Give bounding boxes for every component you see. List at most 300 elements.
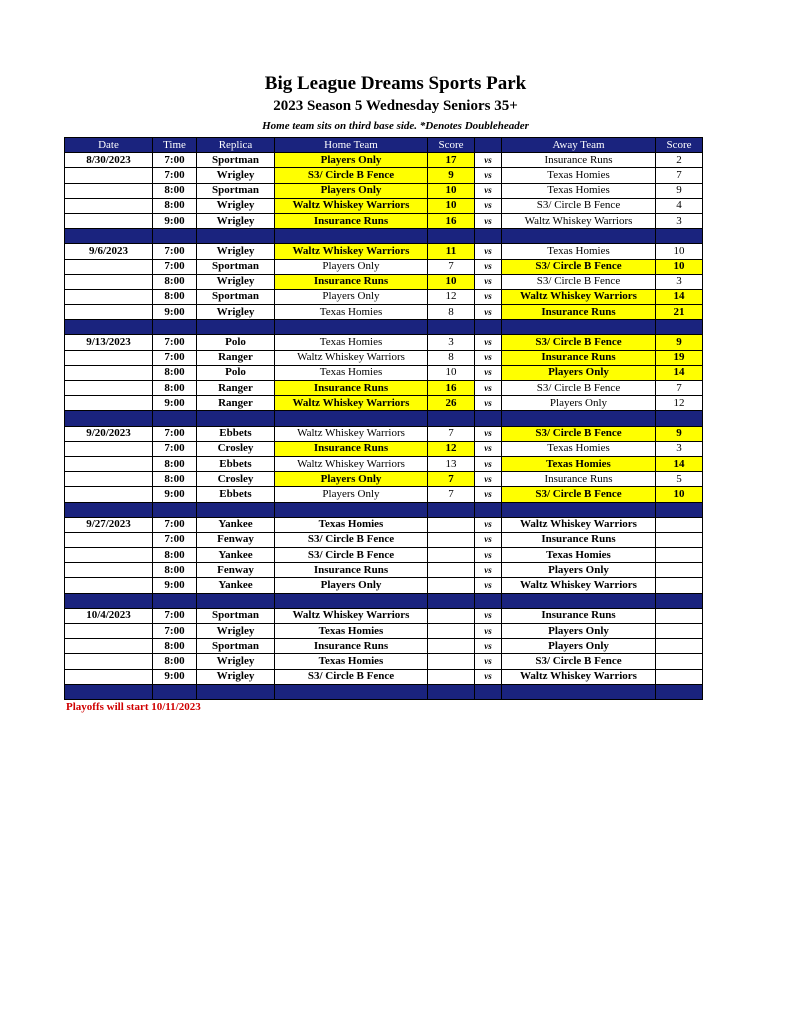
date-cell <box>65 639 153 654</box>
away-score-cell <box>656 608 703 623</box>
col-header-time: Time <box>153 138 197 153</box>
separator-cell <box>65 593 153 608</box>
field-cell: Ranger <box>197 350 275 365</box>
vs-cell: vs <box>475 669 502 684</box>
home-team-cell: Insurance Runs <box>275 563 428 578</box>
field-cell: Wrigley <box>197 654 275 669</box>
table-row <box>65 198 703 213</box>
date-cell <box>65 396 153 411</box>
away-score-cell <box>656 517 703 532</box>
separator-cell <box>275 684 428 699</box>
table-row <box>65 335 703 350</box>
home-score-cell: 7 <box>428 487 475 502</box>
separator-cell <box>656 411 703 426</box>
separator-cell <box>428 411 475 426</box>
away-score-cell: 2 <box>656 153 703 168</box>
date-cell: 9/13/2023 <box>65 335 153 350</box>
home-team-cell: Players Only <box>275 472 428 487</box>
date-cell: 10/4/2023 <box>65 608 153 623</box>
table-row <box>65 639 703 654</box>
vs-cell: vs <box>475 563 502 578</box>
date-cell <box>65 669 153 684</box>
field-cell: Sportman <box>197 639 275 654</box>
time-cell: 7:00 <box>153 244 197 259</box>
separator-cell <box>656 684 703 699</box>
away-score-cell: 4 <box>656 198 703 213</box>
schedule-body <box>65 153 703 700</box>
home-team-cell: Players Only <box>275 183 428 198</box>
home-score-cell: 3 <box>428 335 475 350</box>
date-cell: 8/30/2023 <box>65 153 153 168</box>
date-cell <box>65 548 153 563</box>
away-team-cell: Insurance Runs <box>502 532 656 547</box>
separator-cell <box>275 320 428 335</box>
home-team-cell: S3/ Circle B Fence <box>275 548 428 563</box>
time-cell: 9:00 <box>153 305 197 320</box>
separator-cell <box>197 229 275 244</box>
home-team-cell: Texas Homies <box>275 335 428 350</box>
home-score-cell: 8 <box>428 305 475 320</box>
away-score-cell: 14 <box>656 289 703 304</box>
home-team-cell: Insurance Runs <box>275 639 428 654</box>
time-cell: 7:00 <box>153 624 197 639</box>
date-cell <box>65 289 153 304</box>
away-team-cell: Insurance Runs <box>502 472 656 487</box>
home-team-cell: Waltz Whiskey Warriors <box>275 608 428 623</box>
vs-cell: vs <box>475 153 502 168</box>
vs-cell: vs <box>475 305 502 320</box>
field-cell: Wrigley <box>197 669 275 684</box>
away-team-cell: Players Only <box>502 396 656 411</box>
separator-cell <box>65 229 153 244</box>
separator-cell <box>153 502 197 517</box>
time-cell: 7:00 <box>153 168 197 183</box>
field-cell: Sportman <box>197 183 275 198</box>
away-team-cell: Waltz Whiskey Warriors <box>502 289 656 304</box>
table-row <box>65 441 703 456</box>
time-cell: 9:00 <box>153 578 197 593</box>
home-team-cell: Waltz Whiskey Warriors <box>275 350 428 365</box>
table-row <box>65 578 703 593</box>
separator-cell <box>656 229 703 244</box>
table-row <box>65 608 703 623</box>
separator-cell <box>275 229 428 244</box>
separator-cell <box>502 502 656 517</box>
home-team-cell: S3/ Circle B Fence <box>275 532 428 547</box>
away-team-cell: Texas Homies <box>502 168 656 183</box>
vs-cell: vs <box>475 198 502 213</box>
away-team-cell: Players Only <box>502 624 656 639</box>
date-cell: 9/27/2023 <box>65 517 153 532</box>
date-cell <box>65 381 153 396</box>
home-score-cell: 17 <box>428 153 475 168</box>
vs-cell: vs <box>475 654 502 669</box>
table-row <box>65 213 703 228</box>
time-cell: 8:00 <box>153 198 197 213</box>
date-cell: 9/20/2023 <box>65 426 153 441</box>
home-team-cell: Texas Homies <box>275 305 428 320</box>
schedule-note: Home team sits on third base side. *Denotes Doubleheader <box>262 120 529 132</box>
home-team-cell: Texas Homies <box>275 517 428 532</box>
away-score-cell: 3 <box>656 441 703 456</box>
col-header-away-team: Away Team <box>502 138 656 153</box>
away-team-cell: Texas Homies <box>502 441 656 456</box>
field-cell: Polo <box>197 365 275 380</box>
date-cell <box>65 578 153 593</box>
vs-cell: vs <box>475 350 502 365</box>
vs-cell: vs <box>475 168 502 183</box>
separator-cell <box>428 320 475 335</box>
table-row <box>65 244 703 259</box>
table-header-row <box>65 138 703 153</box>
vs-cell: vs <box>475 335 502 350</box>
vs-cell: vs <box>475 365 502 380</box>
separator-cell <box>475 411 502 426</box>
home-score-cell <box>428 654 475 669</box>
field-cell: Wrigley <box>197 213 275 228</box>
separator-cell <box>475 229 502 244</box>
away-team-cell: Insurance Runs <box>502 608 656 623</box>
away-team-cell: Waltz Whiskey Warriors <box>502 517 656 532</box>
separator-cell <box>197 502 275 517</box>
date-cell <box>65 274 153 289</box>
separator-cell <box>275 593 428 608</box>
date-cell <box>65 532 153 547</box>
table-row <box>65 563 703 578</box>
away-team-cell: S3/ Circle B Fence <box>502 487 656 502</box>
separator-cell <box>275 502 428 517</box>
time-cell: 7:00 <box>153 335 197 350</box>
vs-cell: vs <box>475 578 502 593</box>
home-score-cell <box>428 563 475 578</box>
date-cell <box>65 563 153 578</box>
away-team-cell: Texas Homies <box>502 244 656 259</box>
date-cell <box>65 259 153 274</box>
separator-cell <box>153 411 197 426</box>
time-cell: 7:00 <box>153 426 197 441</box>
time-cell: 8:00 <box>153 472 197 487</box>
away-score-cell: 10 <box>656 244 703 259</box>
separator-cell <box>275 411 428 426</box>
away-score-cell <box>656 654 703 669</box>
away-score-cell: 10 <box>656 487 703 502</box>
table-row <box>65 183 703 198</box>
field-cell: Fenway <box>197 532 275 547</box>
separator-cell <box>428 593 475 608</box>
away-score-cell: 14 <box>656 365 703 380</box>
date-cell <box>65 654 153 669</box>
week-separator-row <box>65 684 703 699</box>
away-score-cell: 7 <box>656 381 703 396</box>
time-cell: 8:00 <box>153 289 197 304</box>
field-cell: Yankee <box>197 548 275 563</box>
away-score-cell: 9 <box>656 335 703 350</box>
home-team-cell: Texas Homies <box>275 624 428 639</box>
vs-cell: vs <box>475 183 502 198</box>
away-score-cell <box>656 669 703 684</box>
field-cell: Ranger <box>197 381 275 396</box>
separator-cell <box>656 320 703 335</box>
time-cell: 8:00 <box>153 654 197 669</box>
home-score-cell: 10 <box>428 274 475 289</box>
away-score-cell: 3 <box>656 274 703 289</box>
table-row <box>65 289 703 304</box>
vs-cell: vs <box>475 381 502 396</box>
home-score-cell: 10 <box>428 198 475 213</box>
date-cell <box>65 305 153 320</box>
date-cell: 9/6/2023 <box>65 244 153 259</box>
home-score-cell: 16 <box>428 213 475 228</box>
separator-cell <box>197 684 275 699</box>
home-score-cell <box>428 578 475 593</box>
separator-cell <box>153 320 197 335</box>
table-row <box>65 168 703 183</box>
home-team-cell: Waltz Whiskey Warriors <box>275 456 428 471</box>
away-score-cell: 5 <box>656 472 703 487</box>
vs-cell: vs <box>475 274 502 289</box>
field-cell: Wrigley <box>197 305 275 320</box>
home-team-cell: Players Only <box>275 259 428 274</box>
away-score-cell <box>656 624 703 639</box>
home-team-cell: Waltz Whiskey Warriors <box>275 198 428 213</box>
separator-cell <box>153 684 197 699</box>
away-team-cell: Insurance Runs <box>502 350 656 365</box>
home-team-cell: Players Only <box>275 289 428 304</box>
field-cell: Crosley <box>197 472 275 487</box>
field-cell: Wrigley <box>197 198 275 213</box>
home-team-cell: Texas Homies <box>275 654 428 669</box>
separator-cell <box>153 593 197 608</box>
table-row <box>65 624 703 639</box>
week-separator-row <box>65 502 703 517</box>
home-team-cell: Waltz Whiskey Warriors <box>275 426 428 441</box>
home-team-cell: Players Only <box>275 153 428 168</box>
time-cell: 7:00 <box>153 608 197 623</box>
playoffs-note: Playoffs will start 10/11/2023 <box>66 701 201 713</box>
separator-cell <box>475 320 502 335</box>
away-score-cell: 3 <box>656 213 703 228</box>
home-score-cell: 12 <box>428 289 475 304</box>
home-team-cell: Waltz Whiskey Warriors <box>275 396 428 411</box>
away-score-cell: 14 <box>656 456 703 471</box>
time-cell: 8:00 <box>153 563 197 578</box>
vs-cell: vs <box>475 441 502 456</box>
away-score-cell: 10 <box>656 259 703 274</box>
home-score-cell <box>428 532 475 547</box>
away-team-cell: Players Only <box>502 563 656 578</box>
vs-cell: vs <box>475 259 502 274</box>
separator-cell <box>197 593 275 608</box>
table-row <box>65 517 703 532</box>
time-cell: 8:00 <box>153 183 197 198</box>
col-header-home-team: Home Team <box>275 138 428 153</box>
away-team-cell: Players Only <box>502 639 656 654</box>
separator-cell <box>502 684 656 699</box>
field-cell: Yankee <box>197 517 275 532</box>
away-team-cell: S3/ Circle B Fence <box>502 381 656 396</box>
date-cell <box>65 472 153 487</box>
field-cell: Sportman <box>197 259 275 274</box>
date-cell <box>65 441 153 456</box>
away-team-cell: Waltz Whiskey Warriors <box>502 669 656 684</box>
away-team-cell: Waltz Whiskey Warriors <box>502 578 656 593</box>
home-team-cell: Insurance Runs <box>275 274 428 289</box>
separator-cell <box>428 229 475 244</box>
home-score-cell <box>428 669 475 684</box>
vs-cell: vs <box>475 548 502 563</box>
field-cell: Yankee <box>197 578 275 593</box>
time-cell: 8:00 <box>153 456 197 471</box>
table-row <box>65 532 703 547</box>
week-separator-row <box>65 320 703 335</box>
separator-cell <box>65 320 153 335</box>
time-cell: 8:00 <box>153 639 197 654</box>
date-cell <box>65 168 153 183</box>
away-score-cell: 12 <box>656 396 703 411</box>
separator-cell <box>502 229 656 244</box>
away-team-cell: Waltz Whiskey Warriors <box>502 213 656 228</box>
time-cell: 7:00 <box>153 517 197 532</box>
away-score-cell: 7 <box>656 168 703 183</box>
week-separator-row <box>65 229 703 244</box>
table-row <box>65 487 703 502</box>
home-score-cell: 26 <box>428 396 475 411</box>
time-cell: 7:00 <box>153 153 197 168</box>
field-cell: Wrigley <box>197 244 275 259</box>
away-team-cell: Insurance Runs <box>502 305 656 320</box>
date-cell <box>65 350 153 365</box>
field-cell: Wrigley <box>197 168 275 183</box>
separator-cell <box>153 229 197 244</box>
home-team-cell: S3/ Circle B Fence <box>275 669 428 684</box>
home-score-cell: 7 <box>428 259 475 274</box>
away-team-cell: S3/ Circle B Fence <box>502 654 656 669</box>
away-score-cell: 21 <box>656 305 703 320</box>
separator-cell <box>65 502 153 517</box>
home-score-cell <box>428 548 475 563</box>
time-cell: 9:00 <box>153 213 197 228</box>
vs-cell: vs <box>475 396 502 411</box>
page-subtitle: 2023 Season 5 Wednesday Seniors 35+ <box>273 98 518 114</box>
away-score-cell <box>656 639 703 654</box>
table-row <box>65 259 703 274</box>
separator-cell <box>475 502 502 517</box>
away-team-cell: S3/ Circle B Fence <box>502 198 656 213</box>
away-team-cell: Texas Homies <box>502 456 656 471</box>
time-cell: 7:00 <box>153 532 197 547</box>
time-cell: 8:00 <box>153 381 197 396</box>
vs-cell: vs <box>475 244 502 259</box>
schedule-table <box>64 137 703 700</box>
home-score-cell: 11 <box>428 244 475 259</box>
page-title: Big League Dreams Sports Park <box>264 73 527 94</box>
field-cell: Sportman <box>197 289 275 304</box>
vs-cell: vs <box>475 472 502 487</box>
field-cell: Fenway <box>197 563 275 578</box>
col-header-home-score: Score <box>428 138 475 153</box>
away-score-cell: 9 <box>656 426 703 441</box>
date-cell <box>65 487 153 502</box>
away-score-cell <box>656 578 703 593</box>
field-cell: Sportman <box>197 153 275 168</box>
home-score-cell: 12 <box>428 441 475 456</box>
date-cell <box>65 183 153 198</box>
field-cell: Polo <box>197 335 275 350</box>
vs-cell: vs <box>475 456 502 471</box>
vs-cell: vs <box>475 639 502 654</box>
separator-cell <box>197 320 275 335</box>
separator-cell <box>65 411 153 426</box>
home-score-cell: 13 <box>428 456 475 471</box>
time-cell: 7:00 <box>153 441 197 456</box>
home-team-cell: Insurance Runs <box>275 441 428 456</box>
vs-cell: vs <box>475 532 502 547</box>
away-team-cell: S3/ Circle B Fence <box>502 426 656 441</box>
home-score-cell: 16 <box>428 381 475 396</box>
field-cell: Ebbets <box>197 487 275 502</box>
away-team-cell: S3/ Circle B Fence <box>502 335 656 350</box>
col-header-date: Date <box>65 138 153 153</box>
date-cell <box>65 624 153 639</box>
table-row <box>65 153 703 168</box>
col-header-replica: Replica <box>197 138 275 153</box>
vs-cell: vs <box>475 608 502 623</box>
separator-cell <box>475 684 502 699</box>
home-team-cell: Texas Homies <box>275 365 428 380</box>
away-team-cell: Texas Homies <box>502 548 656 563</box>
home-score-cell: 7 <box>428 426 475 441</box>
field-cell: Wrigley <box>197 274 275 289</box>
col-header-away-score: Score <box>656 138 703 153</box>
home-score-cell: 7 <box>428 472 475 487</box>
home-team-cell: S3/ Circle B Fence <box>275 168 428 183</box>
separator-cell <box>65 684 153 699</box>
separator-cell <box>475 593 502 608</box>
table-row <box>65 381 703 396</box>
away-score-cell <box>656 563 703 578</box>
home-score-cell: 10 <box>428 365 475 380</box>
field-cell: Ebbets <box>197 456 275 471</box>
away-team-cell: Players Only <box>502 365 656 380</box>
separator-cell <box>502 411 656 426</box>
separator-cell <box>502 593 656 608</box>
home-team-cell: Players Only <box>275 578 428 593</box>
week-separator-row <box>65 411 703 426</box>
home-team-cell: Waltz Whiskey Warriors <box>275 244 428 259</box>
away-score-cell: 19 <box>656 350 703 365</box>
table-row <box>65 669 703 684</box>
table-row <box>65 426 703 441</box>
vs-cell: vs <box>475 517 502 532</box>
time-cell: 9:00 <box>153 669 197 684</box>
home-team-cell: Players Only <box>275 487 428 502</box>
home-score-cell <box>428 608 475 623</box>
table-row <box>65 305 703 320</box>
table-row <box>65 472 703 487</box>
table-row <box>65 654 703 669</box>
vs-cell: vs <box>475 289 502 304</box>
field-cell: Wrigley <box>197 624 275 639</box>
away-team-cell: Texas Homies <box>502 183 656 198</box>
table-row <box>65 548 703 563</box>
time-cell: 9:00 <box>153 487 197 502</box>
table-row <box>65 350 703 365</box>
away-score-cell <box>656 532 703 547</box>
field-cell: Crosley <box>197 441 275 456</box>
vs-cell: vs <box>475 213 502 228</box>
home-score-cell: 10 <box>428 183 475 198</box>
separator-cell <box>428 502 475 517</box>
